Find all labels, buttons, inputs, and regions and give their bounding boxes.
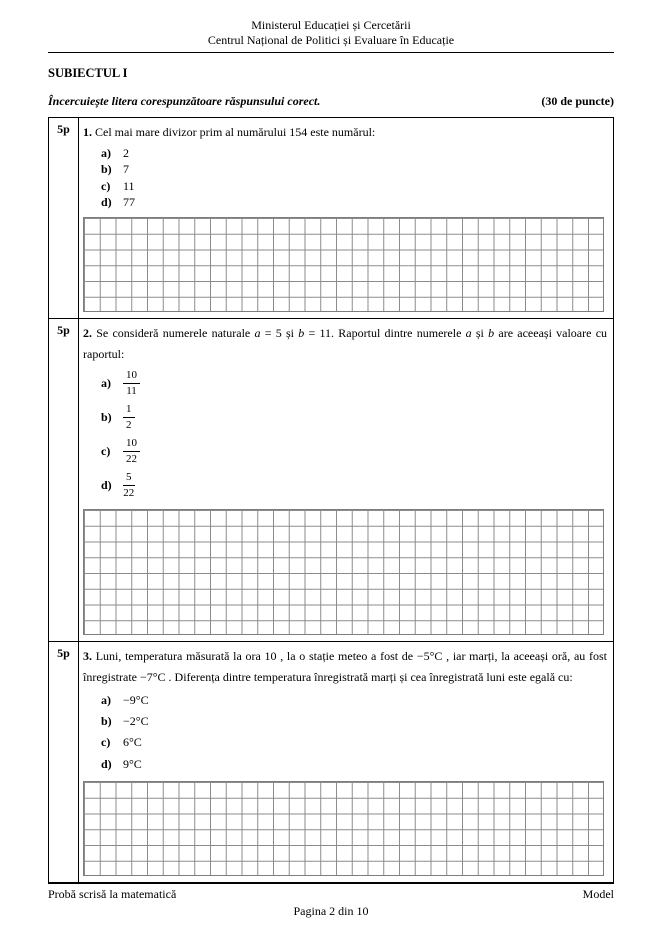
question-1-points: 5p [49, 118, 79, 318]
header-line-1: Ministerul Educației și Cercetării [251, 18, 411, 32]
question-3-text: 3. Luni, temperatura măsurată la ora 10 , la o stație meteo a fost de −5°C , iar marți, la aceeași oră, au fost înregistrate −7°C . Diferența dintre temperatura înregistrată marți și cea înregistrată luni este egală cu: [83, 648, 607, 684]
option-d: d) 9°C [101, 756, 142, 771]
instruction-text: Încercuiește litera corespunzătoare răspunsului corect. [48, 94, 321, 108]
option-d: d) 77 [101, 195, 135, 209]
option-d: d) $\frac{5}{22}$ [101, 471, 135, 499]
fraction: $\frac{10}{11}$ [123, 369, 140, 398]
question-2-number: 2. [83, 325, 92, 340]
section-points: (30 de puncte) [541, 94, 614, 108]
header-line-2: Centrul Național de Politici și Evaluare în Educație [207, 32, 455, 47]
footer-left: Probă scrisă la matematică [48, 887, 177, 902]
fraction: $\frac{5}{22}$ [123, 471, 135, 499]
var-b: b [488, 325, 495, 340]
var-b: b [298, 325, 305, 340]
option-b: b) 7 [101, 162, 129, 176]
fraction: $\frac{1}{2}$ [123, 403, 135, 432]
question-3-points: 5p [49, 642, 79, 883]
questions-container [48, 118, 614, 883]
question-3-number: 3. [83, 648, 92, 663]
instruction-row [48, 94, 614, 109]
question-2-options [101, 367, 607, 503]
option-a: a) $\frac{10}{11}$ [101, 367, 607, 401]
question-1-body [79, 118, 613, 318]
option-c: c) $\frac{10}{22}$ [101, 435, 607, 469]
option-c: c) 6°C [101, 735, 142, 750]
option-a: a) 2 [101, 145, 129, 160]
question-1-text: 1. Cel mai mare divizor prim al numărului 154 este numărul: [83, 125, 376, 139]
question-3-body [79, 642, 613, 883]
question-1-number: 1. [83, 125, 92, 139]
question-2-body [79, 319, 613, 641]
question-1 [48, 117, 614, 319]
section-title: SUBIECTUL I [48, 66, 128, 80]
fraction: $\frac{10}{22}$ [123, 437, 140, 466]
question-2 [48, 318, 614, 642]
page-footer [48, 883, 614, 943]
answer-grid-1 [83, 217, 604, 312]
question-1-options [101, 145, 607, 211]
option-b: b) $\frac{1}{2}$ [101, 401, 607, 435]
footer-right: Model [582, 887, 614, 902]
page-header [48, 18, 614, 53]
var-a: a [465, 325, 472, 340]
footer-row [48, 887, 614, 902]
option-a: a) −9°C [101, 692, 149, 707]
question-3 [48, 641, 614, 884]
answer-grid-3 [83, 781, 604, 876]
answer-grid-2 [83, 509, 604, 635]
question-3-options [101, 690, 607, 776]
footer-page-number: Pagina 2 din 10 [293, 904, 369, 919]
question-2-text: 2. Se consideră numerele naturale a = 5 și b = 11. Raportul dintre numerele a și b are aceeași valoare cu raportul: [83, 325, 608, 361]
question-2-points: 5p [49, 319, 79, 641]
option-b: b) −2°C [101, 713, 149, 728]
footer-rule [48, 883, 614, 919]
var-a: a [254, 325, 261, 340]
option-c: c) 11 [101, 178, 135, 193]
